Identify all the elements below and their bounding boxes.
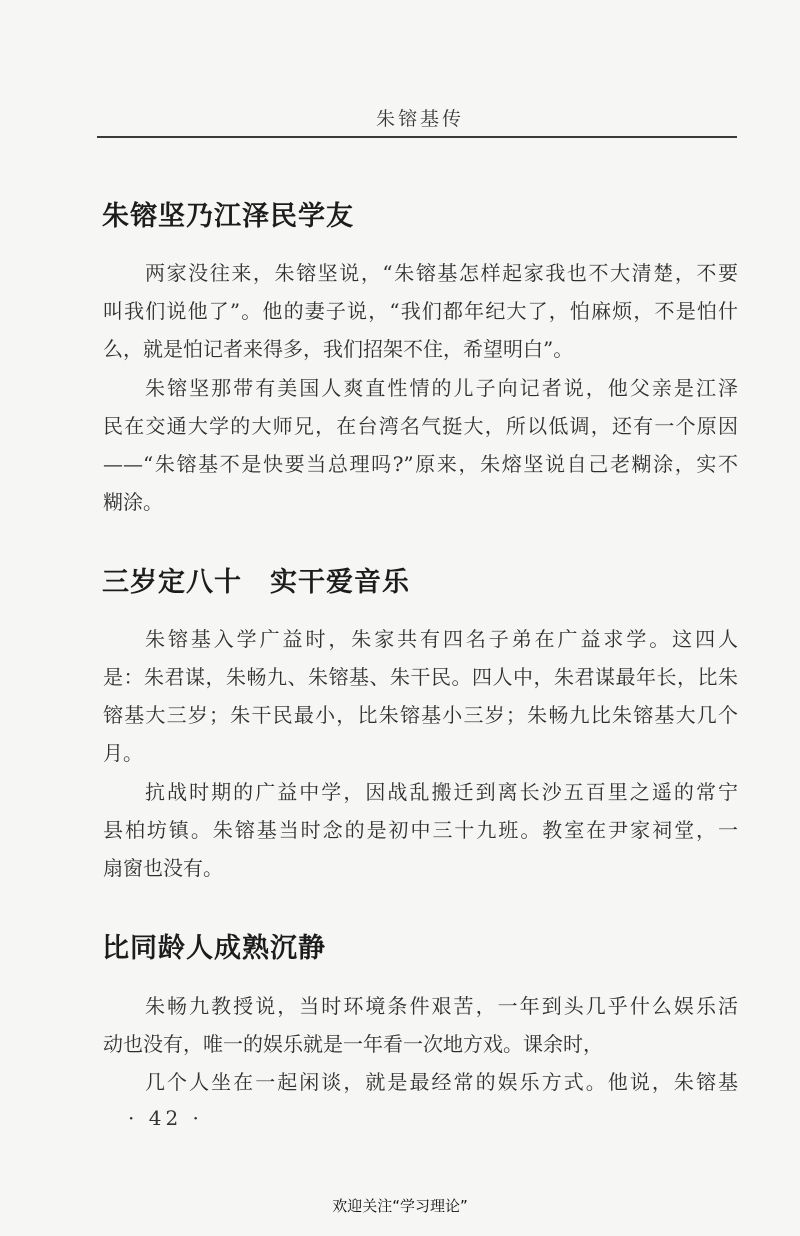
paragraph-line: 镕基大三岁；朱干民最小，比朱镕基小三岁；朱畅九比朱镕基大几个	[103, 703, 738, 727]
footer-note: 欢迎关注“学习理论”	[332, 1197, 468, 1215]
paragraph-line: 扇窗也没有。	[103, 856, 223, 880]
section-title: 朱镕坚乃江泽民学友	[102, 201, 354, 232]
paragraph-line: 是：朱君谋，朱畅九、朱镕基、朱干民。四人中，朱君谋最年长，比朱	[103, 665, 738, 689]
paragraph-line: 朱镕坚那带有美国人爽直性情的儿子向记者说，他父亲是江泽	[145, 376, 738, 400]
page-number: · 42 ·	[128, 1106, 203, 1130]
paragraph-line: 县柏坊镇。朱镕基当时念的是初中三十九班。教室在尹家祠堂，一	[103, 818, 738, 842]
paragraph-line: 朱镕基入学广益时，朱家共有四名子弟在广益求学。这四人	[145, 627, 738, 651]
running-head: 朱镕基传	[375, 108, 464, 130]
paragraph-line: 糊涂。	[103, 490, 163, 514]
paragraph-line: 月。	[103, 741, 143, 765]
paragraph-line: 抗战时期的广益中学，因战乱搬迁到离长沙五百里之遥的常宁	[145, 780, 738, 804]
paragraph-line: 朱畅九教授说，当时环境条件艰苦，一年到头几乎什么娱乐活	[145, 994, 738, 1018]
paragraph-line: 叫我们说他了”。他的妻子说，“我们都年纪大了，怕麻烦，不是怕什	[103, 299, 738, 323]
paragraph-line: 民在交通大学的大师兄，在台湾名气挺大，所以低调，还有一个原因	[103, 414, 738, 438]
paragraph-line: 么，就是怕记者来得多，我们招架不住，希望明白”。	[103, 337, 574, 361]
paragraph-line: ——“朱镕基不是快要当总理吗?”原来，朱熔坚说自己老糊涂，实不	[103, 452, 738, 476]
paragraph-line: 几个人坐在一起闲谈，就是最经常的娱乐方式。他说，朱镕基	[145, 1070, 738, 1094]
section-title: 比同龄人成熟沉静	[102, 933, 326, 964]
section-title: 三岁定八十 实干爱音乐	[102, 567, 410, 598]
paragraph-line: 两家没往来，朱镕坚说，“朱镕基怎样起家我也不大清楚，不要	[145, 261, 738, 285]
paragraph-line: 动也没有，唯一的娱乐就是一年看一次地方戏。课余时，	[103, 1032, 603, 1056]
header-rule	[97, 136, 737, 138]
